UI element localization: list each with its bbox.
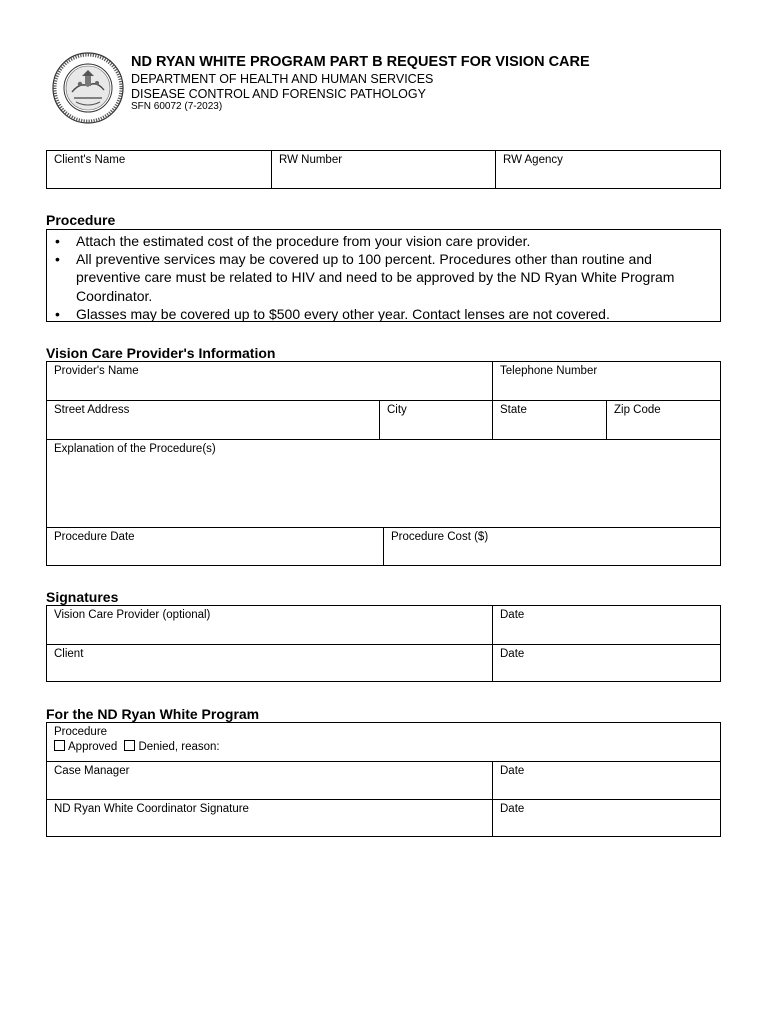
program-heading: For the ND Ryan White Program [46, 706, 260, 722]
procedure-cost-label: Procedure Cost ($) [391, 531, 489, 543]
provider-info-table [46, 361, 721, 566]
telephone-number-field[interactable] [493, 362, 720, 400]
provider-signature-date-field[interactable] [493, 606, 720, 644]
case-manager-date-label: Date [500, 765, 525, 777]
procedure-bullet-list [53, 232, 713, 323]
procedure-explanation-label: Explanation of the Procedure(s) [54, 443, 216, 455]
rw-agency-label: RW Agency [503, 154, 563, 166]
provider-signature-label: Vision Care Provider (optional) [54, 609, 211, 621]
rw-number-field[interactable] [272, 151, 496, 188]
coordinator-signature-label: ND Ryan White Coordinator Signature [54, 803, 249, 815]
approved-checkbox[interactable] [54, 740, 65, 751]
program-procedure-field [47, 723, 720, 761]
state-label: State [500, 404, 527, 416]
city-label: City [387, 404, 407, 416]
procedure-explanation-field[interactable] [47, 440, 720, 527]
coordinator-signature-date-field[interactable] [493, 800, 720, 836]
case-manager-date-field[interactable] [493, 762, 720, 799]
procedure-heading: Procedure [46, 212, 116, 228]
list-item: • Glasses may be covered up to $500 every other year. Contact lenses are not covered. [55, 305, 610, 322]
signatures-table [46, 605, 721, 682]
procedure-date-field[interactable] [47, 528, 384, 565]
department-name: DEPARTMENT OF HEALTH AND HUMAN SERVICES [131, 72, 434, 86]
division-name: DISEASE CONTROL AND FORENSIC PATHOLOGY [131, 87, 426, 101]
client-signature-field[interactable] [47, 645, 493, 681]
provider-heading: Vision Care Provider's Information [46, 345, 276, 361]
case-manager-label: Case Manager [54, 765, 130, 777]
client-info-table [46, 150, 721, 189]
denied-label: Denied, reason: [138, 741, 220, 753]
city-field[interactable] [380, 401, 493, 439]
provider-signature-date-label: Date [500, 609, 525, 621]
rw-number-label: RW Number [279, 154, 343, 166]
street-address-field[interactable] [47, 401, 380, 439]
street-address-label: Street Address [54, 404, 130, 416]
state-field[interactable] [493, 401, 607, 439]
program-table [46, 722, 721, 837]
client-signature-date-field[interactable] [493, 645, 720, 681]
list-item: • Attach the estimated cost of the procedure from your vision care provider. [55, 233, 531, 249]
provider-signature-field[interactable] [47, 606, 493, 644]
provider-name-label: Provider's Name [54, 365, 139, 377]
zip-code-label: Zip Code [614, 404, 661, 416]
coordinator-signature-date-label: Date [500, 803, 525, 815]
coordinator-signature-field[interactable] [47, 800, 493, 836]
list-item: • All preventive services may be covered up to 100 percent. Procedures other than routine and preventive care must be related to HIV and need to be approved by the ND Ryan White Program Coordinator. [55, 251, 675, 304]
procedure-info-box [46, 229, 721, 322]
provider-name-field[interactable] [47, 362, 493, 400]
client-signature-date-label: Date [500, 648, 525, 660]
procedure-cost-field[interactable] [384, 528, 720, 565]
rw-agency-field[interactable] [496, 151, 720, 188]
form-title: ND RYAN WHITE PROGRAM PART B REQUEST FOR VISION CARE [131, 54, 590, 70]
form-number: SFN 60072 (7-2023) [131, 101, 223, 112]
client-name-field[interactable] [47, 151, 272, 188]
zip-code-field[interactable] [607, 401, 720, 439]
telephone-number-label: Telephone Number [500, 365, 598, 377]
client-signature-label: Client [54, 648, 84, 660]
program-procedure-label: Procedure [54, 726, 108, 738]
approved-label: Approved [68, 741, 118, 753]
signatures-heading: Signatures [46, 589, 119, 605]
state-seal-logo [52, 52, 124, 124]
denied-checkbox[interactable] [124, 740, 135, 751]
procedure-date-label: Procedure Date [54, 531, 135, 543]
case-manager-field[interactable] [47, 762, 493, 799]
client-name-label: Client's Name [54, 154, 126, 166]
